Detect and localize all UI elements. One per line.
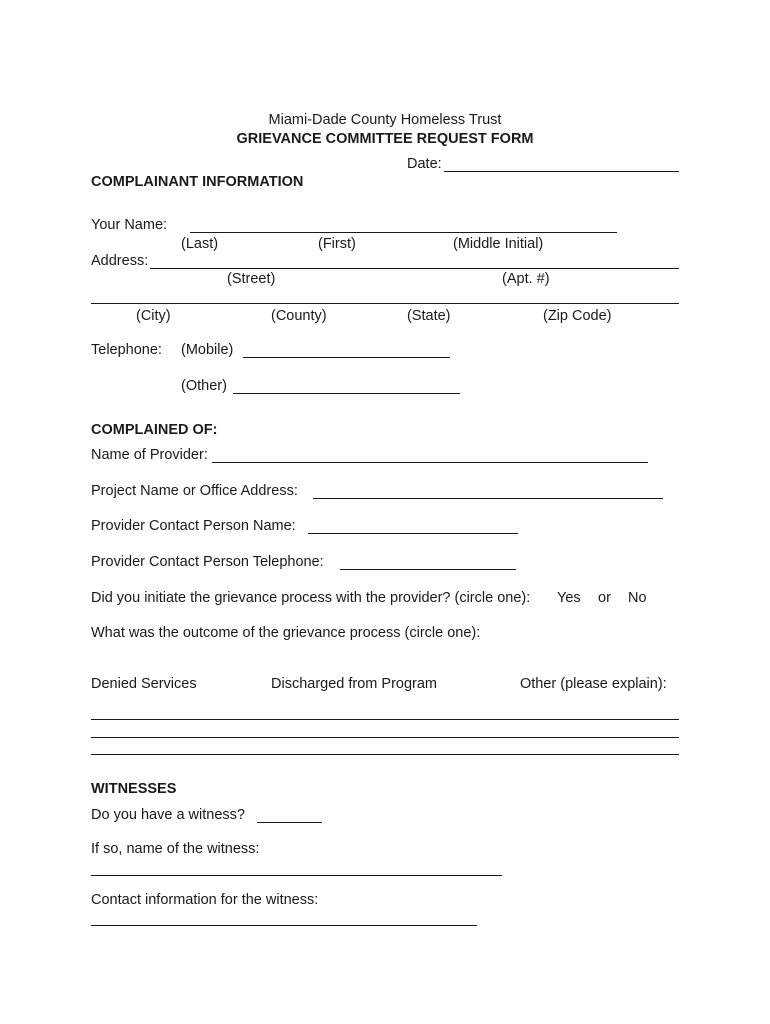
project-name-field[interactable] [313, 498, 663, 499]
have-witness-field[interactable] [257, 822, 322, 823]
middle-initial-caption: (Middle Initial) [453, 236, 544, 252]
provider-name-label: Name of Provider: [91, 447, 208, 463]
explain-line-2[interactable] [91, 737, 679, 738]
your-name-field[interactable] [190, 232, 617, 233]
telephone-label: Telephone: [91, 342, 162, 358]
address-label: Address: [91, 253, 149, 269]
answer-no[interactable]: No [628, 590, 647, 606]
outcome-other[interactable]: Other (please explain): [520, 676, 667, 692]
mobile-phone-field[interactable] [243, 357, 450, 358]
your-name-label: Your Name: [91, 217, 168, 233]
zip-caption: (Zip Code) [543, 308, 612, 324]
address-street-field[interactable] [150, 268, 679, 269]
provider-name-field[interactable] [212, 462, 648, 463]
answer-yes[interactable]: Yes [557, 590, 581, 606]
outcome-question: What was the outcome of the grievance process (circle one): [91, 625, 481, 641]
initiate-question: Did you initiate the grievance process with the provider? (circle one): [91, 590, 531, 606]
other-phone-label: (Other) [181, 378, 227, 394]
witness-name-field[interactable] [91, 875, 502, 876]
witness-name-label: If so, name of the witness: [91, 841, 260, 857]
complainant-heading: COMPLAINANT INFORMATION [91, 174, 304, 190]
have-witness-label: Do you have a witness? [91, 807, 245, 823]
date-label: Date: [407, 156, 442, 172]
apt-caption: (Apt. #) [502, 271, 550, 287]
contact-phone-field[interactable] [340, 569, 516, 570]
explain-line-1[interactable] [91, 719, 679, 720]
explain-line-3[interactable] [91, 754, 679, 755]
contact-phone-label: Provider Contact Person Telephone: [91, 554, 324, 570]
county-caption: (County) [271, 308, 327, 324]
city-caption: (City) [136, 308, 171, 324]
org-name: Miami-Dade County Homeless Trust [268, 112, 502, 128]
address-city-field[interactable] [91, 303, 679, 304]
witness-contact-field[interactable] [91, 925, 477, 926]
other-phone-field[interactable] [233, 393, 460, 394]
street-caption: (Street) [227, 271, 276, 287]
mobile-label: (Mobile) [181, 342, 234, 358]
contact-name-label: Provider Contact Person Name: [91, 518, 296, 534]
form-title: GRIEVANCE COMMITTEE REQUEST FORM [236, 131, 534, 147]
witness-contact-label: Contact information for the witness: [91, 892, 319, 908]
complained-of-heading: COMPLAINED OF: [91, 422, 218, 438]
first-name-caption: (First) [318, 236, 356, 252]
outcome-denied-services[interactable]: Denied Services [91, 676, 197, 692]
date-field[interactable] [444, 171, 679, 172]
witnesses-heading: WITNESSES [91, 781, 177, 797]
outcome-discharged[interactable]: Discharged from Program [271, 676, 437, 692]
state-caption: (State) [407, 308, 451, 324]
answer-or: or [598, 590, 611, 606]
last-name-caption: (Last) [181, 236, 219, 252]
project-name-label: Project Name or Office Address: [91, 483, 298, 499]
contact-name-field[interactable] [308, 533, 518, 534]
